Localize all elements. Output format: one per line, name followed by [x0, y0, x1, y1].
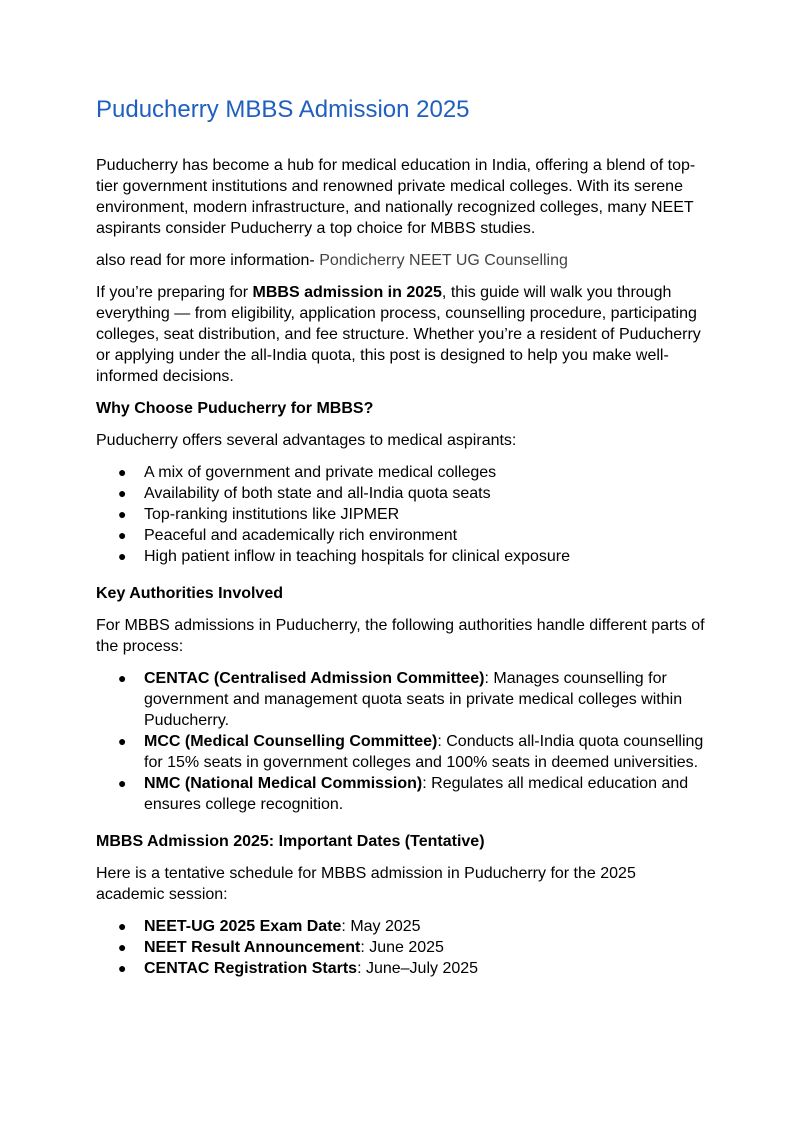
list-item: ● CENTAC Registration Starts: June–July 2025 [118, 960, 479, 977]
guide-after: , this guide will walk you through everything — from eligibility, application process, counselling procedure, participating colleges, seat distribution, and fee structure. Whether you’re a resident of Puducherry or applying under the all-India quota, this post is designed to help you make well-informed decisions. [96, 284, 701, 385]
bullet-icon: ● [118, 464, 127, 480]
list-item: ● Top-ranking institutions like JIPMER [118, 506, 400, 523]
list-item: ● A mix of government and private medical colleges [118, 464, 497, 481]
list-item: ● CENTAC (Centralised Admission Committee): Manages counselling for government and management quota seats in private medical colleges within Puducherry. [118, 670, 683, 729]
dates-intro: Here is a tentative schedule for MBBS admission in Puducherry for the 2025 academic session: [96, 865, 636, 903]
why-heading: Why Choose Puducherry for MBBS? [96, 400, 374, 417]
bullet-icon: ● [118, 506, 127, 522]
dates-list [96, 916, 708, 979]
list-item: ● MCC (Medical Counselling Committee): Conducts all-India quota counselling for 15% seats in government colleges and 100% seats in deemed universities. [118, 733, 704, 771]
why-list [96, 462, 708, 567]
bullet-icon: ● [118, 670, 127, 686]
bullet-icon: ● [118, 775, 127, 791]
guide-paragraph [96, 282, 708, 387]
intro-paragraph: Puducherry has become a hub for medical education in India, offering a blend of top-tier government institutions and renowned private medical colleges. With its serene environment, modern infrastructure, and nationally recognized colleges, many NEET aspirants consider Puducherry a top choice for MBBS studies. [96, 157, 696, 237]
counselling-link[interactable]: Pondicherry NEET UG Counselling [319, 252, 568, 269]
list-item: ● NMC (National Medical Commission): Regulates all medical education and ensures college recognition. [118, 775, 689, 813]
document-page [96, 92, 708, 995]
bullet-icon: ● [118, 733, 127, 749]
guide-before: If you’re preparing for [96, 284, 253, 301]
guide-bold: MBBS admission in 2025 [252, 284, 442, 301]
page-title: Puducherry MBBS Admission 2025 [96, 96, 470, 123]
bullet-icon: ● [118, 960, 127, 976]
why-intro: Puducherry offers several advantages to medical aspirants: [96, 432, 517, 449]
authorities-intro: For MBBS admissions in Puducherry, the following authorities handle different parts of the process: [96, 617, 705, 655]
bullet-icon: ● [118, 485, 127, 501]
authorities-list [96, 668, 708, 815]
list-item: ● Availability of both state and all-India quota seats [118, 485, 491, 502]
authorities-heading: Key Authorities Involved [96, 585, 283, 602]
bullet-icon: ● [118, 939, 127, 955]
bullet-icon: ● [118, 548, 127, 564]
list-item: ● High patient inflow in teaching hospitals for clinical exposure [118, 548, 571, 565]
list-item: ● NEET-UG 2025 Exam Date: May 2025 [118, 918, 421, 935]
list-item: ● NEET Result Announcement: June 2025 [118, 939, 444, 956]
list-item: ● Peaceful and academically rich environment [118, 527, 458, 544]
bullet-icon: ● [118, 527, 127, 543]
dates-heading: MBBS Admission 2025: Important Dates (Tentative) [96, 833, 485, 850]
bullet-icon: ● [118, 918, 127, 934]
also-read-paragraph [96, 250, 708, 271]
also-read-prefix: also read for more information- [96, 252, 320, 269]
